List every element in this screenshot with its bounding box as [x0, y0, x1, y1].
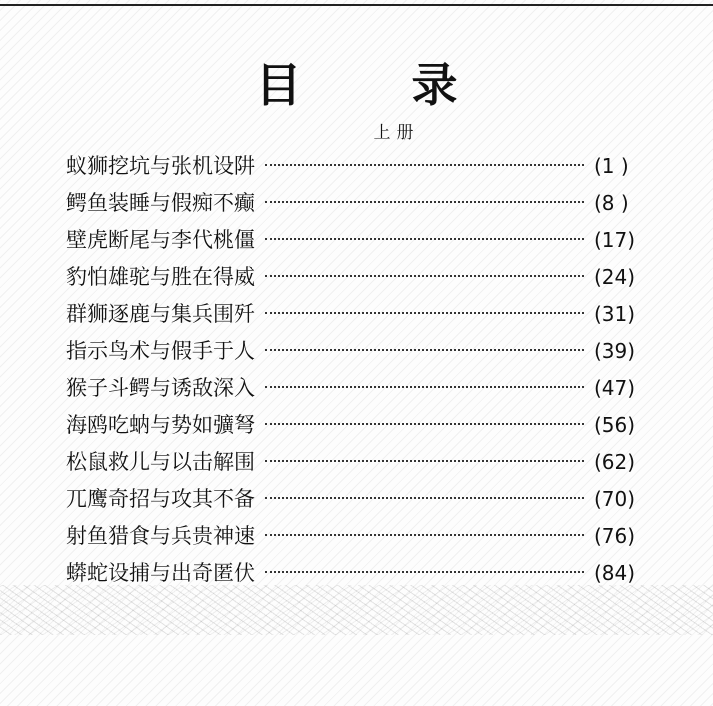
toc-entry-title: 豹怕雄驼与胜在得威 — [66, 265, 255, 289]
toc-entry[interactable] — [66, 370, 666, 407]
toc-entry-title: 群狮逐鹿与集兵围歼 — [66, 302, 255, 326]
toc-leader-dots — [265, 312, 584, 314]
toc-entry[interactable] — [66, 333, 666, 370]
toc-entry-page: (84) — [594, 561, 636, 585]
toc-entry-title: 鳄鱼装睡与假痴不癫 — [66, 191, 255, 215]
toc-leader-dots — [265, 201, 584, 203]
toc-entry-page: (70) — [594, 487, 636, 511]
toc-leader-dots — [265, 275, 584, 277]
toc-entry[interactable] — [66, 259, 666, 296]
toc-entry-page: (31) — [594, 302, 636, 326]
toc-entry-title: 蟒蛇设捕与出奇匿伏 — [66, 561, 255, 585]
toc-entry-title: 蚁狮挖坑与张机设阱 — [66, 154, 255, 178]
page-title: 目录 — [255, 58, 568, 112]
toc-entry-title: 松鼠救儿与以击解围 — [66, 450, 255, 474]
toc-leader-dots — [265, 423, 584, 425]
toc-entry[interactable] — [66, 148, 666, 185]
toc-entry-page: (39) — [594, 339, 636, 363]
toc-leader-dots — [265, 164, 584, 166]
toc-leader-dots — [265, 349, 584, 351]
toc-leader-dots — [265, 460, 584, 462]
toc-entry[interactable] — [66, 222, 666, 259]
toc-entry[interactable] — [66, 407, 666, 444]
toc-leader-dots — [265, 386, 584, 388]
toc-entry[interactable] — [66, 444, 666, 481]
scan-texture — [0, 585, 713, 635]
toc-entry-page: (62) — [594, 450, 636, 474]
table-of-contents — [66, 148, 666, 592]
toc-leader-dots — [265, 497, 584, 499]
toc-entry-page: (1 ) — [594, 154, 629, 178]
toc-entry-title: 壁虎断尾与李代桃僵 — [66, 228, 255, 252]
toc-entry-page: (17) — [594, 228, 636, 252]
toc-entry-title: 射鱼猎食与兵贵神速 — [66, 524, 255, 548]
toc-entry[interactable] — [66, 481, 666, 518]
toc-entry-title: 海鸥吃蚋与势如彍弩 — [66, 413, 255, 437]
toc-leader-dots — [265, 238, 584, 240]
toc-leader-dots — [265, 534, 584, 536]
toc-entry[interactable] — [66, 296, 666, 333]
toc-entry-title: 猴子斗鳄与诱敌深入 — [66, 376, 255, 400]
volume-subtitle: 上册 — [373, 123, 420, 143]
toc-entry-page: (76) — [594, 524, 636, 548]
toc-entry[interactable] — [66, 185, 666, 222]
toc-entry-title: 指示鸟术与假手于人 — [66, 339, 255, 363]
toc-entry-title: 兀鹰奇招与攻其不备 — [66, 487, 255, 511]
toc-entry-page: (8 ) — [594, 191, 629, 215]
toc-entry-page: (24) — [594, 265, 636, 289]
toc-entry[interactable] — [66, 518, 666, 555]
top-rule — [0, 4, 713, 6]
toc-leader-dots — [265, 571, 584, 573]
toc-entry-page: (56) — [594, 413, 636, 437]
toc-entry-page: (47) — [594, 376, 636, 400]
